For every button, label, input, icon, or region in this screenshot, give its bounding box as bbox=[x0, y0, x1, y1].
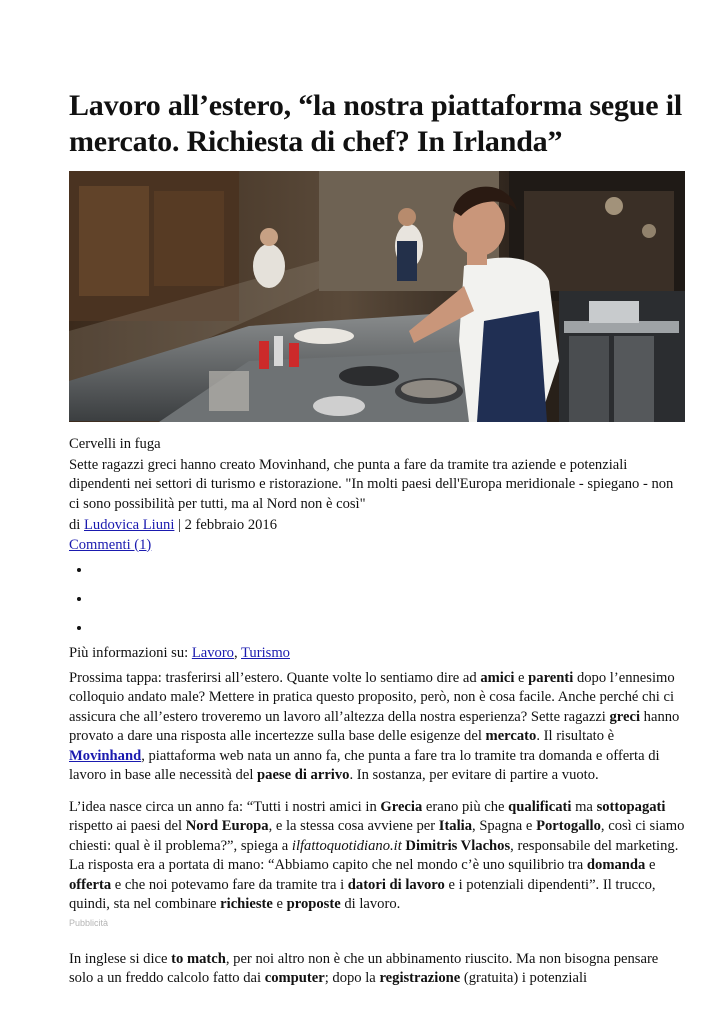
text: e bbox=[272, 896, 287, 912]
ad-label: Pubblicità bbox=[69, 917, 109, 928]
text: , responsabile del marketing. La risposta era a portata di mano: “Abbiamo capito che nel mondo c’è uno squilibrio tra bbox=[69, 837, 679, 873]
tag-link-turismo[interactable]: Turismo bbox=[241, 645, 290, 661]
text: hanno provato a dare una risposta alle incertezze sulla base delle esigenze del bbox=[69, 708, 680, 744]
bold-text: computer bbox=[264, 970, 325, 986]
kitchen-photo bbox=[69, 171, 685, 422]
body-paragraph-1 bbox=[69, 669, 685, 786]
italic-text: ilfattoquotidiano.it bbox=[291, 837, 402, 854]
author-link[interactable]: Ludovica Liuni bbox=[84, 517, 175, 533]
more-info-label: Più informazioni su: bbox=[69, 645, 192, 661]
bold-text: registrazione bbox=[379, 970, 461, 986]
byline bbox=[69, 516, 685, 536]
bold-text: Grecia bbox=[380, 798, 423, 815]
bold-text: Portogallo bbox=[536, 818, 601, 834]
text: ; dopo la bbox=[324, 970, 380, 986]
text: , piattaforma web nata un anno fa, che punta a fare tra lo tramite tra domanda e offerta di lavoro in base alle necessità del bbox=[69, 747, 660, 783]
byline-prefix: di bbox=[69, 517, 84, 533]
text: e che noi potevamo fare da tramite tra i bbox=[111, 876, 348, 893]
bold-text: to match bbox=[171, 950, 226, 967]
more-info bbox=[69, 644, 685, 664]
comments-link[interactable]: Commenti (1) bbox=[69, 536, 152, 553]
share-list bbox=[69, 555, 685, 642]
bold-text: paese di arrivo bbox=[257, 767, 350, 783]
body-paragraph-2 bbox=[69, 798, 685, 915]
text: erano più che bbox=[422, 798, 509, 815]
text: di lavoro. bbox=[340, 896, 401, 912]
text: , Spagna e bbox=[472, 818, 537, 834]
body-paragraph-3 bbox=[69, 950, 685, 989]
bold-text: Italia bbox=[438, 818, 473, 834]
share-item[interactable] bbox=[91, 584, 685, 613]
bold-text: proposte bbox=[286, 896, 341, 912]
bold-text: richieste bbox=[220, 896, 273, 912]
article bbox=[69, 88, 685, 989]
text: L’idea nasce circa un anno fa: “Tutti i nostri amici in bbox=[69, 798, 381, 815]
text: e bbox=[514, 669, 529, 686]
byline-date: | 2 febbraio 2016 bbox=[174, 517, 278, 533]
text: , così ci siamo chiesti: qual è il problema?”, spiega a bbox=[69, 818, 685, 854]
article-kicker: Cervelli in fuga bbox=[69, 436, 161, 452]
text: In inglese si dice bbox=[69, 950, 172, 967]
text: e bbox=[645, 857, 656, 873]
bold-text: sottopagati bbox=[596, 798, 666, 815]
share-item[interactable] bbox=[91, 613, 685, 642]
tag-separator: , bbox=[233, 645, 242, 661]
text: dopo l’ennesimo colloquio andato male? Mettere in pratica questo proposito, però, non è cosa facile. Anche perché chi ci assicura che all’estero troveremo un lavoro all’altezza della nostra esperienza? Sette ragazzi bbox=[69, 669, 675, 725]
bold-text: greci bbox=[609, 708, 641, 725]
text: , per noi altro non è che un abbinamento riuscito. Ma non bisogna pensare solo a un freddo calcolo fatto dai bbox=[69, 950, 659, 986]
bold-text: offerta bbox=[69, 876, 112, 893]
text: . Il risultato è bbox=[536, 728, 615, 744]
bold-text: Dimitris Vlachos bbox=[405, 837, 511, 854]
bold-text: domanda bbox=[586, 857, 646, 873]
text: (gratuita) i potenziali bbox=[460, 970, 588, 986]
text: . In sostanza, per evitare di partire a vuoto. bbox=[349, 767, 599, 783]
movinhand-link[interactable] bbox=[69, 748, 141, 764]
bold-text: amici bbox=[480, 669, 515, 686]
bold-text: Nord Europa bbox=[185, 818, 269, 834]
text: e i potenziali dipendenti”. Il trucco, quindi, sta nel combinare bbox=[69, 876, 656, 912]
link-text: Movinhand bbox=[69, 747, 142, 764]
text: , e la stessa cosa avviene per bbox=[268, 818, 439, 834]
text: ma bbox=[571, 798, 597, 815]
share-item[interactable] bbox=[91, 555, 685, 584]
article-summary: Sette ragazzi greci hanno creato Movinhand, che punta a fare da tramite tra aziende e potenziali dipendenti nei settori di turismo e ristorazione. "In molti paesi dell'Europa meridionale - spiegano - non ci sono possibilità per tutti, ma al Nord non è così" bbox=[69, 456, 674, 512]
bold-text: datori di lavoro bbox=[347, 876, 445, 893]
bold-text: mercato bbox=[485, 728, 537, 744]
comments-row bbox=[69, 536, 685, 556]
bold-text: parenti bbox=[528, 669, 574, 686]
article-title: Lavoro all’estero, “la nostra piattaforma segue il mercato. Richiesta di chef? In Irlanda” bbox=[69, 89, 682, 158]
bold-text: qualificati bbox=[508, 798, 572, 815]
text: rispetto ai paesi del bbox=[69, 818, 186, 834]
hero-image bbox=[69, 171, 685, 422]
text: Prossima tappa: trasferirsi all’estero. Quante volte lo sentiamo dire ad bbox=[69, 669, 481, 686]
tag-link-lavoro[interactable]: Lavoro bbox=[191, 645, 234, 661]
